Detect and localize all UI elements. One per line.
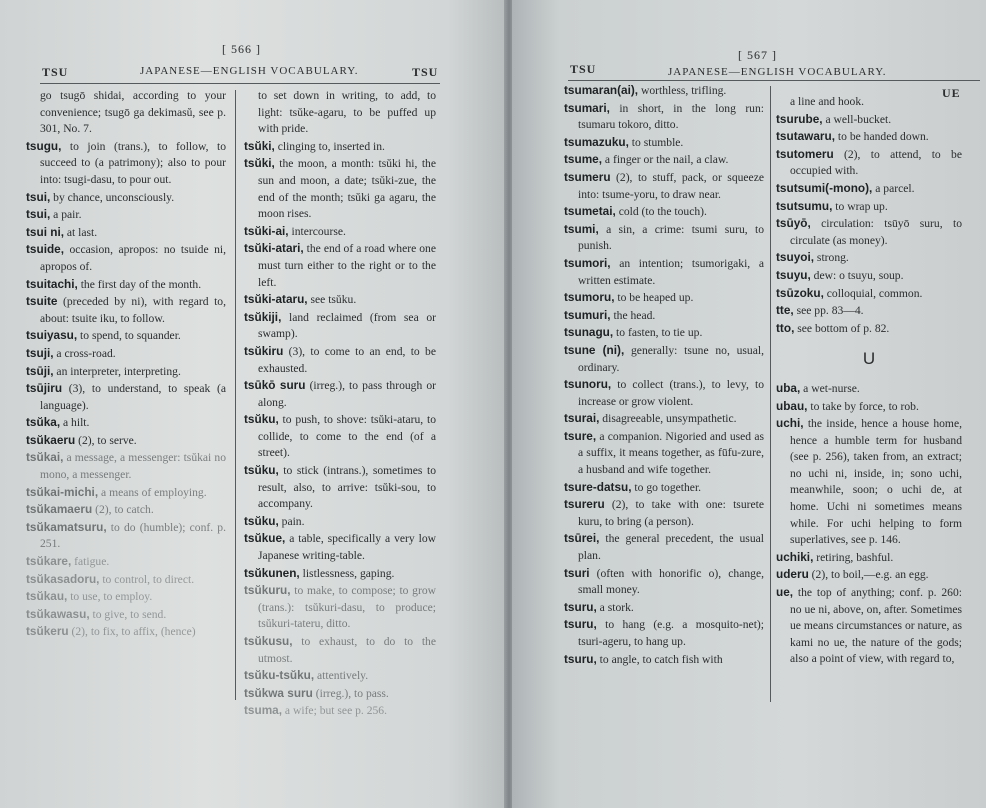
headword: tsumaran(ai), (564, 83, 639, 97)
headword: tsŭki-atari, (244, 241, 304, 256)
definition: the top of anything; conf. p. 260: no ue ni, above, on, after. Sometimes ue means circumstances or nature, as kami no ue, the nature of the gods; also a point of view, with regard to, (790, 586, 962, 666)
headword: tsutsumu, (776, 198, 833, 213)
headword: tsuji, (26, 345, 54, 360)
vocab-entry (564, 151, 764, 169)
headword: tsūrei, (564, 531, 600, 546)
definition: to make, to compose; to grow (trans.): tsŭkuri-dasu, to produce; tsŭkuri-tateru, ditto. (258, 584, 436, 631)
entries-t (776, 94, 962, 337)
headword: tsŭkue, (244, 531, 286, 546)
vocab-entry (244, 309, 436, 343)
right-column-2 (776, 94, 962, 668)
vocab-entry (776, 566, 962, 584)
headword: tsureru (564, 497, 605, 512)
headword: tsui, (26, 207, 51, 222)
definition: in short, in the long run: tsumaru tokoro, ditto. (578, 101, 764, 132)
definition: (2), to stuff, pack, or squeeze into: tsume-yoru, to draw near. (578, 170, 764, 201)
headword: tsunoru, (564, 377, 612, 392)
definition: (3), to come to an end, to be exhausted. (258, 344, 436, 375)
vocab-entry (244, 411, 436, 462)
headword: tsure-datsu, (564, 479, 632, 494)
headword: tsūyō, (776, 216, 811, 231)
headword: tte, (776, 303, 794, 318)
headword: tsui ni, (26, 224, 65, 239)
entries-u (776, 380, 962, 668)
vocab-entry (564, 616, 764, 650)
definition: to stumble. (628, 135, 684, 149)
headword: tsuri (564, 565, 590, 580)
vocab-entry (564, 221, 764, 255)
vocab-entry (26, 138, 226, 189)
definition: (2), to catch. (92, 503, 154, 517)
vocab-entry (776, 380, 962, 398)
vocab-entry (564, 82, 764, 100)
definition: a pair. (50, 208, 82, 222)
vocab-entry (244, 155, 436, 222)
headword: tsutawaru, (776, 129, 835, 144)
headword: tsŭkusu, (244, 634, 293, 648)
definition: generally: tsune no, usual, ordinary. (578, 343, 764, 374)
definition: go tsugō shidai, according to your convenience; tsugō ga dekimasŭ, see p. 301, No. 7. (40, 89, 226, 136)
headword: tsuiyasu, (26, 328, 78, 343)
vocab-entry (776, 584, 962, 668)
definition: circulation: tsūyō suru, to circulate (as money). (790, 217, 962, 247)
vocab-entry (244, 565, 436, 583)
vocab-entry (244, 291, 436, 309)
vocab-entry (564, 342, 764, 376)
headword: tsuitachi, (26, 276, 78, 291)
headword: tsuru, (564, 651, 597, 666)
headword: tsŭku, (244, 463, 279, 478)
definition: occasion, apropos: no tsuide ni, apropos of. (40, 243, 226, 273)
definition: to wrap up. (832, 199, 888, 213)
vocab-entry (26, 623, 226, 641)
vocab-entry (26, 88, 226, 138)
vocab-entry (244, 582, 436, 633)
vocab-entry (26, 380, 226, 414)
vocab-entry (564, 289, 764, 307)
vocab-entry (564, 565, 764, 599)
vocab-entry (244, 633, 436, 667)
vocab-entry (26, 363, 226, 381)
definition: to join (trans.), to follow, to succeed to (a patrimony); also to pour into: tsugi-dasu, to pour out. (40, 139, 226, 186)
vocab-entry (26, 484, 226, 502)
definition: to stick (intrans.), sometimes to result, also, to arrive: tsŭki-sou, to accompany. (258, 464, 436, 511)
definition: to hang (e.g. a mosquito-net); tsuri-ageru, to hang up. (578, 618, 764, 648)
vocab-entry (244, 88, 436, 138)
vocab-entry (564, 428, 764, 479)
definition: the head. (610, 308, 656, 322)
headword: tsŭki-ai, (244, 223, 289, 238)
page-number: [ 566 ] (222, 42, 261, 56)
definition: by chance, unconsciously. (50, 190, 175, 204)
definition: listlessness, gaping. (299, 566, 395, 580)
vocab-entry (244, 513, 436, 531)
definition: a line and hook. (790, 95, 865, 108)
vocab-entry (564, 496, 764, 530)
definition: colloquial, common. (823, 286, 923, 300)
definition: the inside, hence a house home, hence a humble term for husband (see p. 256), taken from, an extract; no uchi ni, inside, in; sono uchi, meanwhile, soon; o uchi de, at home. Uchi ni sometimes means while. For uchi helping to form superlatives, see p. 146. (790, 417, 962, 547)
headword: tsŭkare, (26, 554, 72, 569)
definition: dew: o tsuyu, soup. (810, 268, 904, 282)
definition: to use, to employ. (67, 590, 153, 604)
headword: tsūjiru (26, 381, 63, 396)
headword: tsuide, (26, 242, 65, 257)
definition: (irreg.), to pass. (312, 686, 389, 700)
definition: to be handed down. (835, 130, 929, 144)
headword: tsŭka, (26, 415, 61, 430)
vocab-entry (564, 376, 764, 410)
headword: tsurube, (776, 111, 823, 126)
vocab-entry (564, 479, 764, 497)
headword: tsŭku, (244, 513, 279, 528)
headword: tsumori, (564, 255, 611, 270)
headword: tsuyu, (776, 267, 811, 282)
vocab-entry (26, 293, 226, 327)
headword: tsunagu, (564, 325, 614, 340)
vocab-entry (776, 549, 962, 567)
headword: tsuru, (564, 617, 597, 632)
headword: tsŭkaeru (26, 432, 76, 447)
vocab-entry (26, 588, 226, 606)
definition: (2), to boil,—e.g. an egg. (808, 568, 929, 582)
headword: uderu (776, 567, 809, 582)
headword: tsuite (26, 294, 58, 309)
vocab-entry (564, 134, 764, 152)
running-head-right: TSU (412, 65, 439, 79)
definition: a companion. Nigoried and used as a suffix, it means together, as fūfu-zure, a husband and wife together. (578, 429, 764, 477)
vocab-entry (26, 432, 226, 450)
headword: tsŭku-tsŭku, (244, 668, 315, 683)
vocab-entry (26, 519, 226, 553)
running-head-left: TSU (570, 62, 597, 76)
definition: to angle, to catch fish with (596, 652, 723, 666)
definition: at last. (64, 225, 98, 239)
right-column-1 (564, 82, 764, 668)
headword: tsure, (564, 428, 597, 443)
definition: retiring, bashful. (813, 550, 894, 564)
vocab-entry (26, 606, 226, 624)
definition: to take by force, to rob. (807, 399, 919, 413)
headword: tsŭki, (244, 138, 275, 153)
definition: a sin, a crime: tsumi suru, to punish. (578, 222, 764, 253)
definition: fatigue. (71, 555, 110, 569)
vocab-entry (776, 111, 962, 129)
vocab-entry (26, 571, 226, 589)
vocab-entry (564, 651, 764, 669)
vocab-entry (776, 198, 962, 216)
headword: tsŭkasadoru, (26, 571, 100, 586)
headword: uba, (776, 380, 801, 395)
headword: tsŭkiji, (244, 309, 282, 324)
definition: a finger or the nail, a claw. (602, 153, 729, 167)
headword: tsŭki, (244, 156, 275, 171)
vocab-entry (564, 410, 764, 428)
definition: a well-bucket. (822, 112, 892, 126)
definition: to exhaust, to do to the utmost. (258, 635, 436, 665)
vocab-entry (26, 224, 226, 242)
vocab-entry (776, 128, 962, 146)
definition: the moon, a month: tsŭki hi, the sun and moon, a date; tsŭki-zue, the end of the month; tsŭki ga agaru, the moon rises. (258, 157, 436, 221)
definition: the first day of the month. (77, 277, 202, 291)
headword: tsune (ni), (564, 342, 625, 357)
vocab-entry (244, 138, 436, 156)
definition: to do (humble); conf. p. 251. (40, 520, 226, 551)
definition: disagreeable, unsympathetic. (599, 412, 737, 426)
definition: (3), to understand, to speak (a language). (40, 382, 226, 412)
definition: a message, a messenger: tsŭkai no mono, a messenger. (40, 451, 226, 482)
definition: a table, specifically a very low Japanese writing-table. (258, 532, 436, 563)
definition: to collect (trans.), to levy, to increase or grow violent. (578, 378, 764, 408)
headword: tsŭkiru (244, 343, 284, 358)
headword: tsŭkai, (26, 450, 64, 465)
running-head-left: TSU (42, 65, 69, 79)
headword: tsumi, (564, 221, 599, 236)
definition: to fasten, to tie up. (613, 326, 703, 340)
vocab-entry (26, 276, 226, 294)
definition: strong. (814, 251, 849, 265)
definition: an interpreter, interpreting. (53, 364, 181, 378)
headword: tsŭkawasu, (26, 606, 90, 621)
headword: uchi, (776, 416, 804, 431)
definition: (often with honorific o), change, small money. (578, 566, 764, 597)
right-page (512, 0, 986, 808)
headword: tsŭkwa suru (244, 685, 313, 700)
headword: tsutomeru (776, 146, 834, 161)
definition: intercourse. (288, 224, 346, 238)
running-head-title: JAPANESE—ENGLISH VOCABULARY. (140, 65, 359, 77)
vocab-entry (26, 206, 226, 224)
headword: ubau, (776, 398, 808, 413)
definition: cold (to the touch). (615, 205, 707, 219)
headword: tsŭkamatsuru, (26, 519, 107, 534)
running-head-title: JAPANESE—ENGLISH VOCABULARY. (668, 66, 887, 78)
definition: a parcel. (872, 181, 915, 195)
definition: to be heaped up. (614, 291, 694, 305)
left-column-1 (26, 88, 226, 641)
headword: tsumari, (564, 100, 610, 115)
definition: see bottom of p. 82. (794, 321, 890, 335)
headword: tsuma, (244, 703, 283, 718)
vocab-entry (776, 398, 962, 416)
headword: tsŭkeru (26, 624, 69, 639)
vocab-entry (244, 530, 436, 564)
vocab-entry (26, 327, 226, 345)
definition: an intention; tsumorigaki, a written estimate. (578, 256, 764, 287)
vocab-entry (776, 215, 962, 249)
headword: uchiki, (776, 549, 814, 564)
definition: see tsŭku. (307, 293, 357, 307)
definition: to control, to direct. (99, 572, 195, 586)
definition: see pp. 83—4. (793, 304, 864, 318)
vocab-entry (776, 320, 962, 338)
definition: a wet-nurse. (800, 381, 860, 395)
vocab-entry (776, 146, 962, 180)
vocab-entry (776, 249, 962, 267)
headword: tsŭkai-michi, (26, 484, 99, 499)
headword: tsumeru (564, 169, 611, 184)
headword: ue, (776, 585, 794, 600)
headword: tsŭkau, (26, 589, 68, 604)
definition: to push, to shove: tsŭki-ataru, to collide, to come to the end (of a street). (258, 413, 436, 460)
vocab-entry (244, 240, 436, 291)
definition: to give, to send. (89, 607, 167, 621)
definition: to set down in writing, to add, to light: tsŭke-agaru, to be puffed up with pride. (258, 89, 436, 136)
vocab-entry (244, 462, 436, 513)
headword: tsūji, (26, 363, 54, 378)
running-head-right: UE (942, 86, 961, 100)
definition: land reclaimed (from sea or swamp). (258, 310, 436, 341)
headword: tsutsumi(-mono), (776, 180, 873, 195)
vocab-entry (26, 345, 226, 363)
headword: tsumuri, (564, 307, 611, 322)
vocab-entry (564, 530, 764, 564)
vocab-entry (564, 169, 764, 203)
definition: a wife; but see p. 256. (282, 704, 387, 718)
vocab-entry (564, 203, 764, 221)
headword: tsŭkamaeru (26, 502, 93, 517)
vocab-entry (26, 449, 226, 483)
left-column-2 (244, 88, 436, 720)
vocab-entry (244, 685, 436, 703)
headword: tsumazuku, (564, 134, 629, 149)
vocab-entry (26, 414, 226, 432)
page-number: [ 567 ] (738, 48, 777, 62)
definition: (irreg.), to pass through or along. (258, 379, 436, 409)
headword: tsuru, (564, 599, 597, 614)
vocab-entry (244, 377, 436, 411)
vocab-entry (244, 343, 436, 377)
vocab-entry (776, 302, 962, 320)
definition: the end of a road where one must turn either to the right or to the left. (258, 242, 436, 289)
headword: tto, (776, 320, 795, 335)
headword: tsŭkuru, (244, 583, 291, 598)
section-letter: U (862, 349, 876, 369)
vocab-entry (776, 94, 962, 111)
vocab-entry (564, 307, 764, 325)
vocab-entry (244, 667, 436, 685)
definition: worthless, trifling. (638, 84, 727, 97)
vocab-entry (244, 702, 436, 720)
headword: tsui, (26, 189, 51, 204)
vocab-entry (26, 501, 226, 519)
definition: a stork. (596, 600, 634, 614)
definition: clinging to, inserted in. (274, 139, 385, 153)
definition: a means of employing. (98, 485, 207, 499)
vocab-entry (564, 599, 764, 617)
definition: the general precedent, the usual plan. (578, 532, 764, 563)
vocab-entry (776, 267, 962, 285)
definition: a hilt. (60, 416, 90, 430)
definition: to spend, to squander. (77, 329, 181, 343)
definition: attentively. (314, 669, 369, 683)
headword: tsŭkunen, (244, 565, 300, 580)
column-divider (235, 90, 236, 700)
headword: tsuyoi, (776, 250, 815, 265)
vocab-entry (776, 180, 962, 198)
definition: (preceded by ni), with regard to, about: tsuite iku, to follow. (40, 295, 226, 325)
headword: tsurai, (564, 411, 600, 426)
headword: tsumetai, (564, 204, 616, 219)
headword: tsŭku, (244, 412, 279, 427)
column-divider (770, 86, 771, 702)
vocab-entry (776, 415, 962, 549)
definition: (2), to serve. (75, 433, 137, 447)
headword: tsugu, (26, 138, 62, 153)
vocab-entry (776, 285, 962, 303)
definition: to go together. (631, 480, 702, 494)
definition: (2), to take with one: tsurete kuru, to bring (a person). (578, 498, 764, 528)
vocab-entry (26, 241, 226, 275)
definition: (2), to attend, to be occupied with. (790, 147, 962, 178)
vocab-entry (564, 255, 764, 289)
vocab-entry (26, 553, 226, 571)
vocab-entry (564, 100, 764, 134)
headword: tsŭki-ataru, (244, 292, 308, 307)
headword: tsume, (564, 152, 603, 167)
headword: tsūzoku, (776, 285, 824, 300)
headword: tsumoru, (564, 290, 615, 305)
definition: (2), to fix, to affix, (hence) (68, 625, 196, 639)
definition: pain. (278, 514, 305, 528)
definition: a cross-road. (53, 346, 116, 360)
vocab-entry (564, 324, 764, 342)
headword: tsūkō suru (244, 378, 306, 393)
header-rule (568, 80, 980, 81)
header-rule (40, 83, 440, 84)
vocab-entry (26, 189, 226, 207)
vocab-entry (244, 223, 436, 241)
